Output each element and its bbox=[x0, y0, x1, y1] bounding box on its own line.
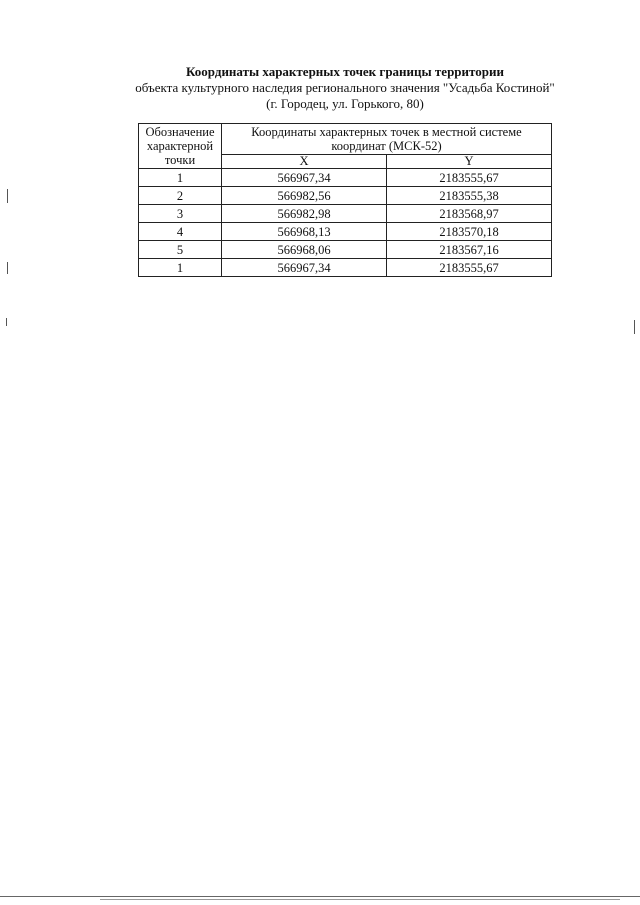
cell-point: 5 bbox=[139, 241, 222, 259]
header-point-line: точки bbox=[164, 153, 196, 167]
table-row bbox=[139, 241, 552, 259]
cell-point: 3 bbox=[139, 205, 222, 223]
cell-y: 2183555,38 bbox=[387, 187, 552, 205]
document-subtitle-line-1: объекта культурного наследия регионального значения "Усадьба Костиной" bbox=[135, 80, 555, 95]
scan-artifact bbox=[634, 320, 635, 334]
scan-artifact bbox=[7, 262, 8, 274]
document-heading bbox=[120, 64, 570, 112]
cell-x: 566982,56 bbox=[222, 187, 387, 205]
header-system-line: координат (МСК-52) bbox=[331, 139, 442, 154]
table-row bbox=[139, 169, 552, 187]
header-point-line: Обозначение bbox=[145, 125, 215, 139]
cell-point: 4 bbox=[139, 223, 222, 241]
cell-x: 566982,98 bbox=[222, 205, 387, 223]
table-row bbox=[139, 205, 552, 223]
cell-y: 2183555,67 bbox=[387, 169, 552, 187]
document-subtitle-line-2: (г. Городец, ул. Горького, 80) bbox=[266, 96, 424, 111]
cell-y: 2183555,67 bbox=[387, 259, 552, 277]
header-point-designation bbox=[139, 124, 222, 169]
table-row bbox=[139, 223, 552, 241]
cell-x: 566967,34 bbox=[222, 259, 387, 277]
table-header-row bbox=[139, 124, 552, 155]
scan-artifact bbox=[6, 318, 7, 326]
cell-point: 1 bbox=[139, 259, 222, 277]
cell-point: 1 bbox=[139, 169, 222, 187]
table-row bbox=[139, 259, 552, 277]
header-system-line: Координаты характерных точек в местной системе bbox=[251, 125, 522, 140]
scan-edge-line bbox=[100, 899, 620, 900]
table-row bbox=[139, 187, 552, 205]
cell-y: 2183568,97 bbox=[387, 205, 552, 223]
header-coordinate-system bbox=[222, 124, 552, 155]
cell-y: 2183570,18 bbox=[387, 223, 552, 241]
scan-artifact bbox=[7, 189, 8, 203]
cell-x: 566968,06 bbox=[222, 241, 387, 259]
header-y: Y bbox=[387, 154, 552, 168]
cell-point: 2 bbox=[139, 187, 222, 205]
scan-edge-line bbox=[0, 896, 640, 897]
cell-x: 566967,34 bbox=[222, 169, 387, 187]
cell-y: 2183567,16 bbox=[387, 241, 552, 259]
coordinates-table bbox=[138, 123, 552, 277]
header-x: X bbox=[222, 154, 387, 168]
document-title: Координаты характерных точек границы территории bbox=[186, 64, 504, 79]
cell-x: 566968,13 bbox=[222, 223, 387, 241]
header-point-line: характерной bbox=[146, 139, 214, 153]
